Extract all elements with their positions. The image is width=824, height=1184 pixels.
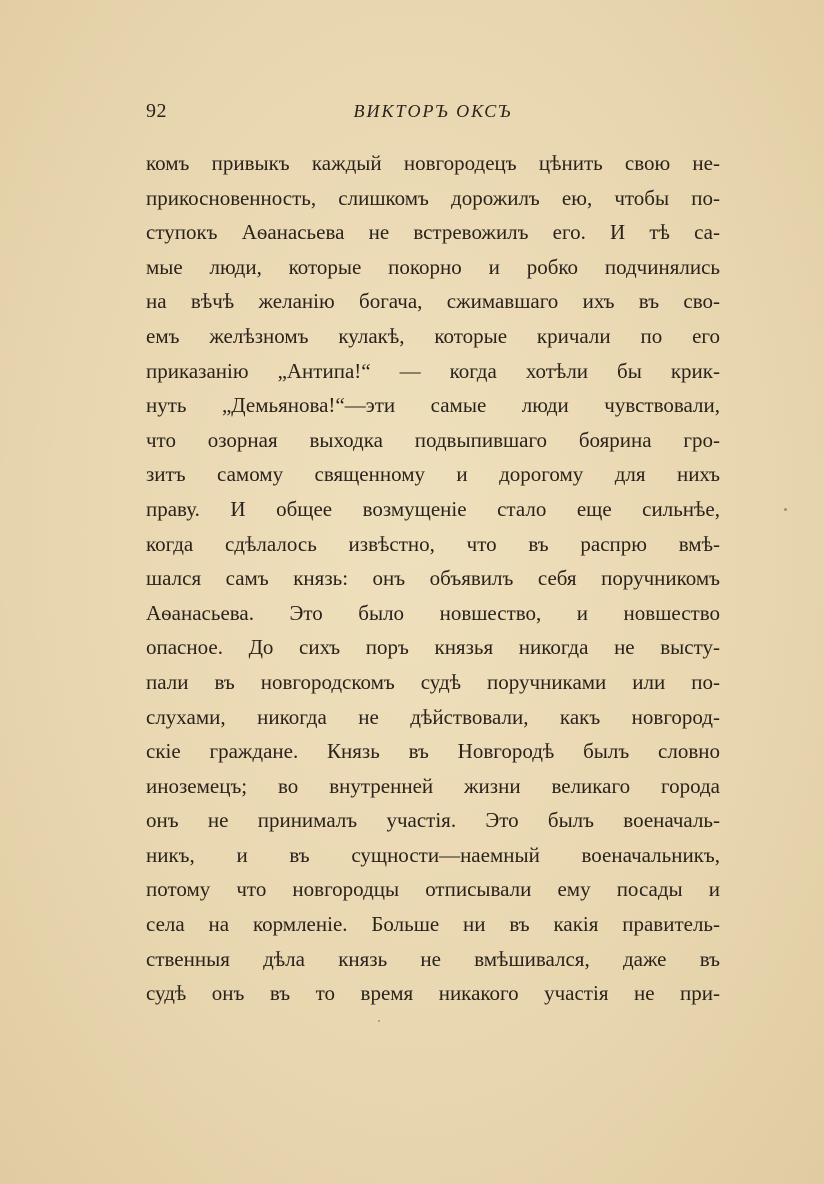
text-line: приказанію „Антипа!“ — когда хотѣли бы крик- [146, 358, 720, 383]
text-line: комъ привыкъ каждый новгородецъ цѣнить свою не- [146, 151, 720, 175]
page-number: 92 [146, 100, 167, 122]
text-line: иноземецъ; во внутренней жизни великаго города [146, 773, 720, 798]
text-line: праву. И общее возмущеніе стало еще сильнѣе, [146, 496, 720, 521]
running-head [146, 100, 720, 126]
text-line: онъ не принималъ участія. Это былъ военачаль- [146, 808, 720, 833]
text-line: прикосновенность, слишкомъ дорожилъ ею, чтобы по- [146, 185, 720, 210]
text-line: на вѣчѣ желанію богача, сжимавшаго ихъ въ сво- [146, 289, 720, 314]
text-line: зитъ самому священному и дорогому для нихъ [146, 462, 720, 487]
text-line: мые люди, которые покорно и робко подчинялись [146, 254, 720, 279]
text-line: что озорная выходка подвыпившаго боярина гро- [146, 427, 720, 452]
text-line: когда сдѣлалось извѣстно, что въ распрю вмѣ- [146, 531, 720, 556]
running-title: ВИКТОРЪ ОКСЪ [353, 101, 513, 121]
text-line: шался самъ князь: онъ объявилъ себя поручникомъ [146, 566, 720, 591]
text-line: емъ желѣзномъ кулакѣ, которые кричали по его [146, 323, 720, 348]
text-line: Аѳанасьева. Это было новшество, и новшество [146, 600, 720, 625]
paper-speck [378, 1020, 380, 1022]
text-line: скіе граждане. Князь въ Новгородѣ былъ словно [146, 739, 720, 764]
text-line: судѣ онъ въ то время никакого участія не при- [146, 981, 720, 1006]
text-line: ственныя дѣла князь не вмѣшивался, даже въ [146, 946, 720, 971]
paper-speck [784, 508, 787, 511]
text-line: слухами, никогда не дѣйствовали, какъ новгород- [146, 704, 720, 729]
text-line: потому что новгородцы отписывали ему посады и [146, 877, 720, 902]
text-line: нуть „Демьянова!“—эти самые люди чувствовали, [146, 393, 720, 418]
text-line: никъ, и въ сущности—наемный военачальникъ, [146, 842, 720, 867]
body-text [146, 146, 720, 1011]
text-line: пали въ новгородскомъ судѣ поручниками или по- [146, 669, 720, 694]
text-line: села на кормленіе. Больше ни въ какія правитель- [146, 912, 720, 937]
text-line: опасное. До сихъ поръ князья никогда не высту- [146, 635, 720, 660]
text-line: ступокъ Аѳанасьева не встревожилъ его. И тѣ са- [146, 220, 720, 245]
